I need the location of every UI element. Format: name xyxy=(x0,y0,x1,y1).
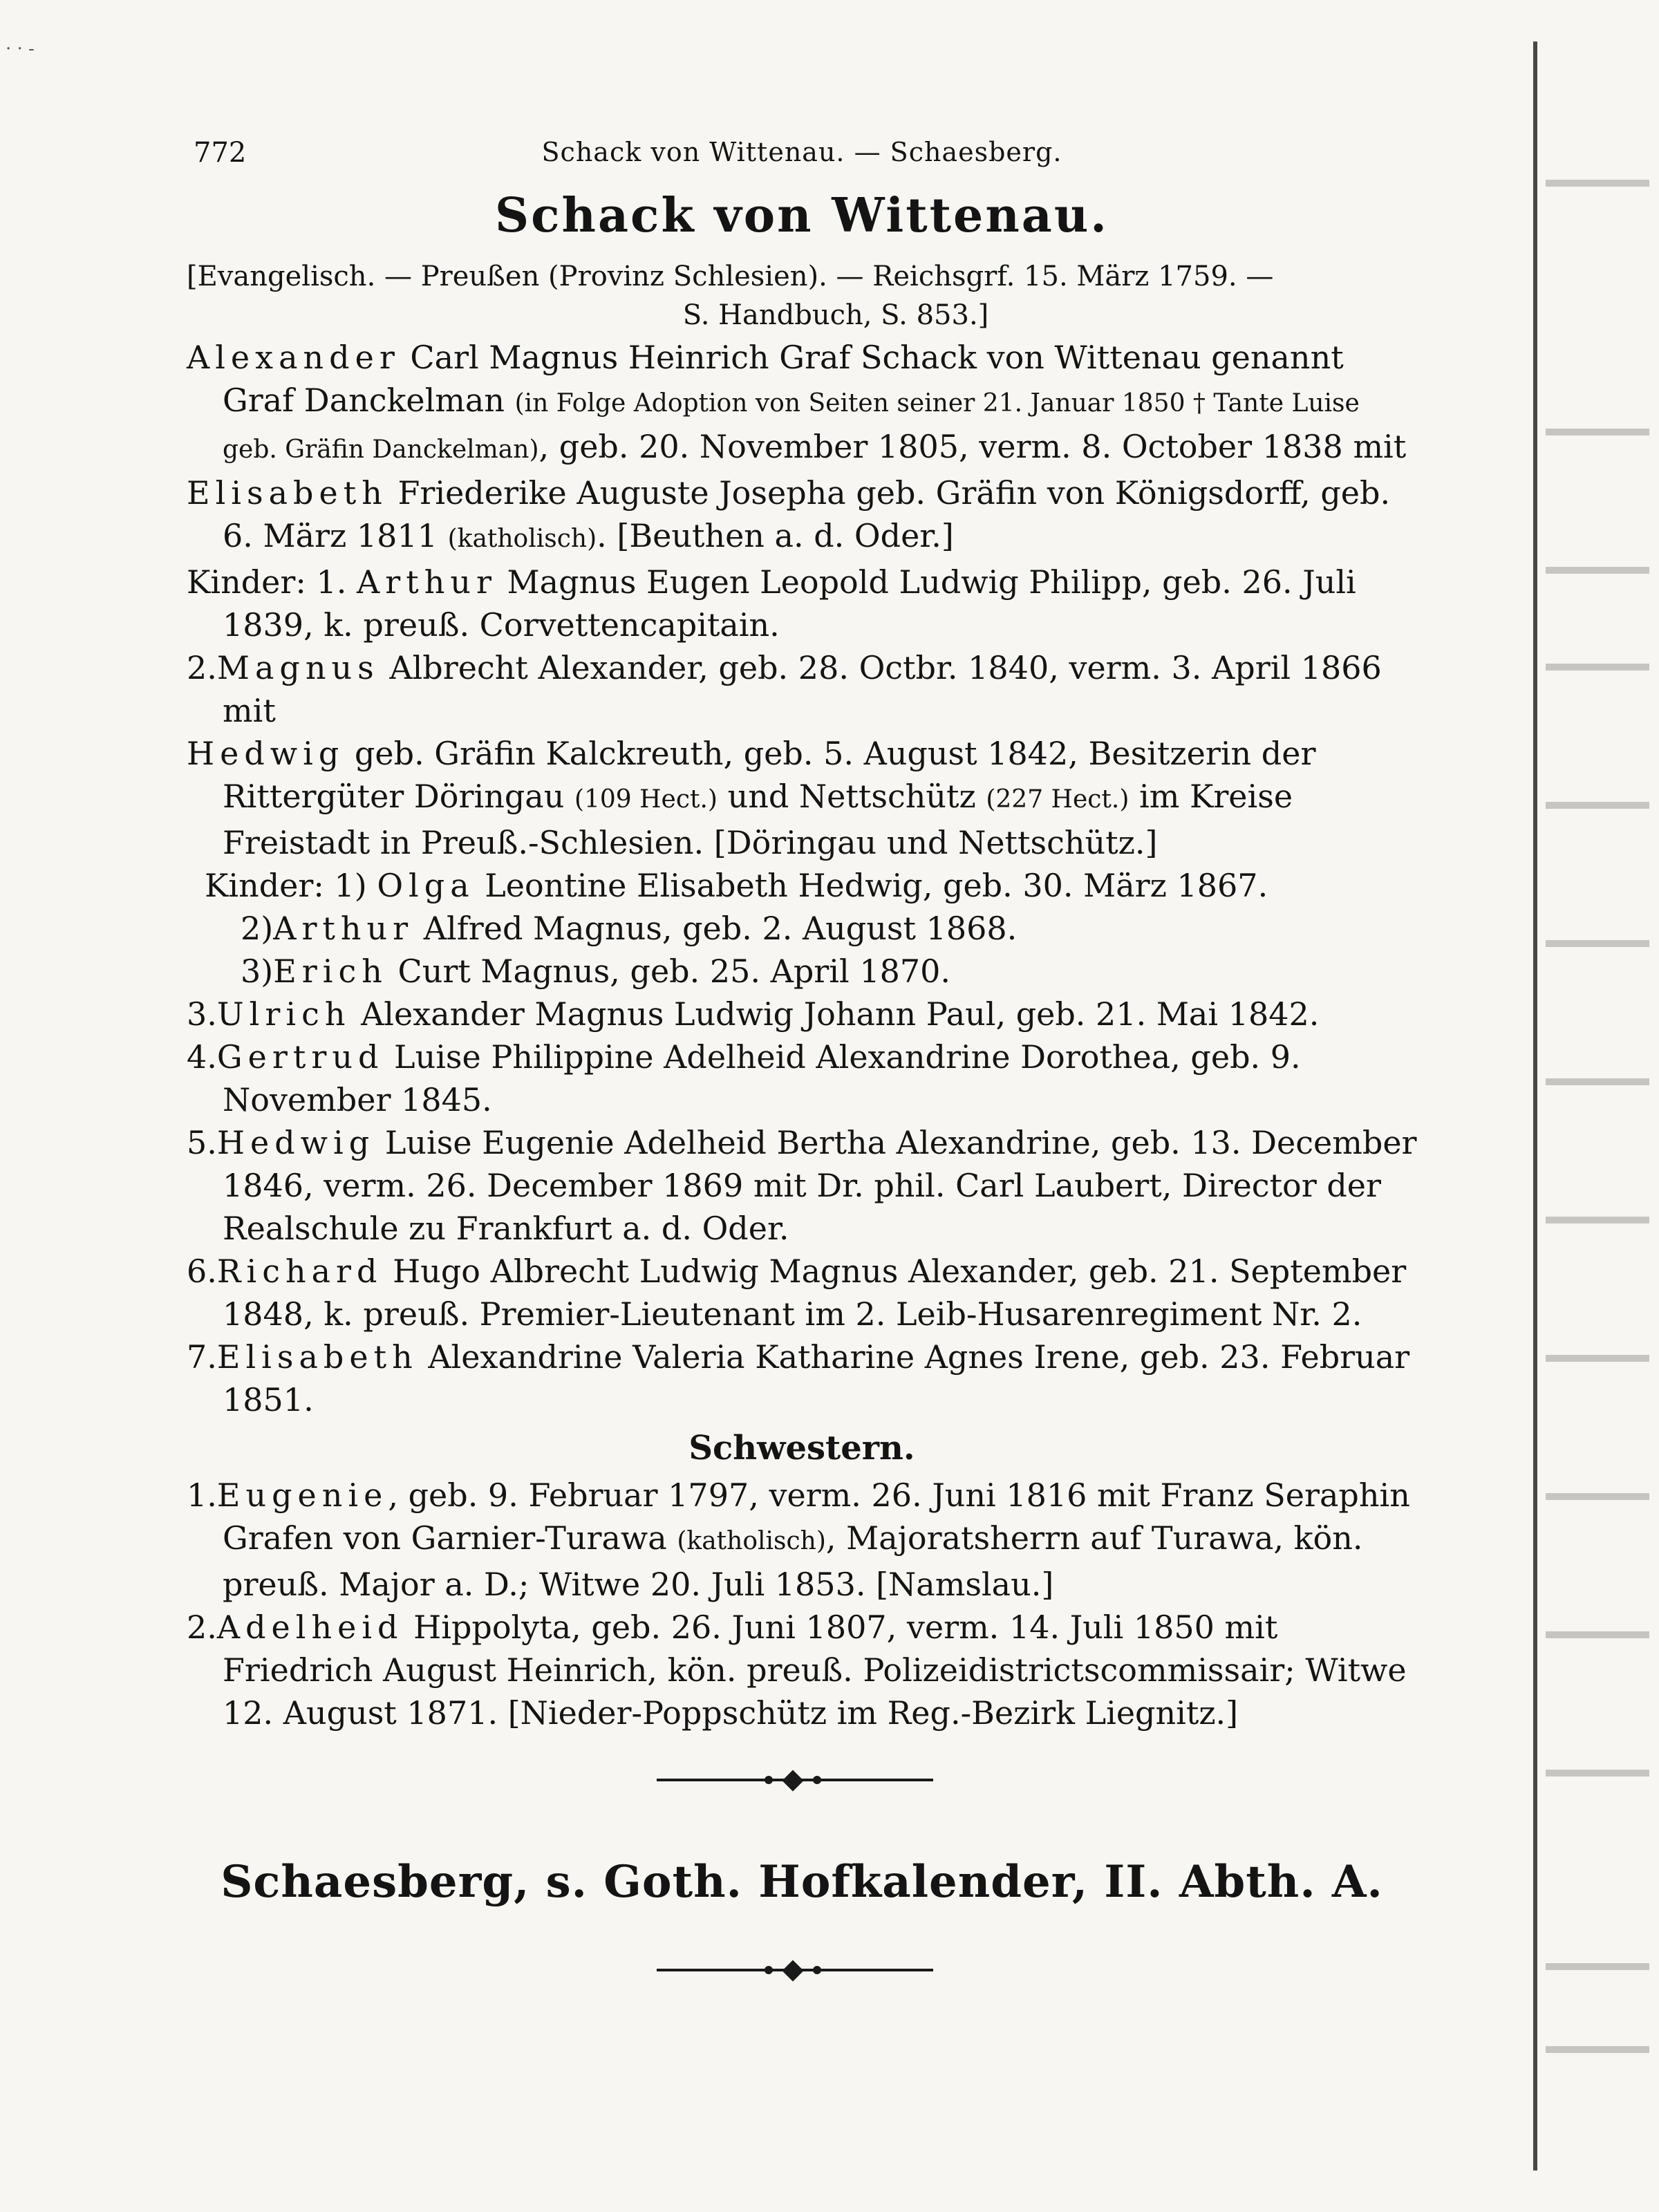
ornament-dot xyxy=(813,1966,821,1974)
ornament-diamond xyxy=(782,1770,803,1791)
child-entry-2 xyxy=(187,646,1417,732)
grandchild-entry-2 xyxy=(187,907,1417,950)
bleed-mark xyxy=(1546,1217,1649,1224)
sister-number: 1. xyxy=(187,1477,217,1514)
scan-speck: · · ‑ xyxy=(6,39,35,59)
spouse-note: (katholisch) xyxy=(447,525,597,553)
grandchild-text: Curt Magnus, geb. 25. April 1870. xyxy=(387,953,951,990)
ornament-diamond xyxy=(782,1960,803,1981)
head-text-2: , geb. 20. November 1805, verm. 8. October 1838 mit xyxy=(538,428,1407,465)
bleed-mark xyxy=(1546,1355,1649,1362)
child-number: 7. xyxy=(187,1338,217,1376)
ornament-dot xyxy=(765,1776,773,1784)
spouse-name: Elisabeth xyxy=(187,474,388,512)
child-number: 6. xyxy=(187,1253,217,1290)
grandchildren-label: Kinder: xyxy=(205,867,324,904)
grandchild-name: Erich xyxy=(273,953,388,990)
child-name: Elisabeth xyxy=(216,1338,418,1376)
child-text: Luise Philippine Adelheid Alexandrine Dorothea, geb. 9. November 1845. xyxy=(223,1038,1301,1118)
grandchild-name: Olga xyxy=(377,867,475,904)
child-spouse-name: Hedwig xyxy=(187,735,345,772)
sister-number: 2. xyxy=(187,1609,217,1646)
child-name: Gertrud xyxy=(216,1038,384,1076)
grandchild-number: 3) xyxy=(241,953,274,990)
bleed-mark xyxy=(1546,1631,1649,1638)
child-spouse-text-2: im Kreise Freistadt in Preuß.-Schlesien. [Döringau und Nettschütz.] xyxy=(223,778,1293,861)
child-entry-3 xyxy=(187,993,1417,1035)
child-entry-6 xyxy=(187,1250,1417,1335)
head-name: Alexander xyxy=(187,339,400,376)
child-number: 1. xyxy=(316,563,347,601)
family-info-line-2: S. Handbuch, S. 853.] xyxy=(682,299,989,331)
grandchild-name: Arthur xyxy=(273,910,414,947)
spouse-text-2: . [Beuthen a. d. Oder.] xyxy=(597,517,954,554)
spouse-entry xyxy=(187,471,1417,561)
bleed-mark xyxy=(1546,1493,1649,1500)
bleed-mark xyxy=(1546,1770,1649,1777)
bleed-mark xyxy=(1546,1963,1649,1970)
ornament-dot xyxy=(765,1966,773,1974)
sister-text: Hippolyta, geb. 26. Juni 1807, verm. 14. Juli 1850 mit Friedrich August Heinrich, kön. preuß. Polizeidistrictscommissair; Witwe 12. August 1871. [Nieder-Poppschütz im Reg.-Bezirk Liegnitz.] xyxy=(223,1609,1407,1732)
sister-name: Eugenie xyxy=(216,1477,388,1514)
child-entry-1 xyxy=(187,561,1417,646)
grandchild-number: 2) xyxy=(241,910,274,947)
child-number: 2. xyxy=(187,649,217,686)
sister-note: (katholisch) xyxy=(677,1527,826,1555)
sister-text: , geb. 9. Februar 1797, verm. 26. Juni 1816 mit Franz Seraphin Grafen von Garnier-Turawa xyxy=(223,1477,1410,1557)
bleed-mark xyxy=(1546,429,1649,435)
bleed-mark xyxy=(1546,664,1649,671)
sister-text-2: , Majoratsherrn auf Turawa, kön. preuß. Major a. D.; Witwe 20. Juli 1853. [Namslau.] xyxy=(223,1519,1363,1603)
child-text: Alexander Magnus Ludwig Johann Paul, geb. 21. Mai 1842. xyxy=(350,995,1320,1033)
genealogy-entries xyxy=(187,336,1417,1734)
child-number: 3. xyxy=(187,995,217,1033)
child-name: Hedwig xyxy=(216,1124,375,1161)
bleed-mark xyxy=(1546,1078,1649,1085)
child-text: Alexandrine Valeria Katharine Agnes Irene, geb. 23. Februar 1851. xyxy=(223,1338,1410,1418)
child-name: Ulrich xyxy=(216,995,351,1033)
child-text: Hugo Albrecht Ludwig Magnus Alexander, geb. 21. September 1848, k. preuß. Premier-Lieutenant im 2. Leib-Husarenregiment Nr. 2. xyxy=(223,1253,1407,1333)
sister-entry-1 xyxy=(187,1474,1417,1606)
child-spouse-entry xyxy=(187,732,1417,864)
child-spouse-note-2: (227 Hect.) xyxy=(986,785,1130,814)
head-of-family-entry xyxy=(187,336,1417,471)
grandchild-entry-3 xyxy=(187,950,1417,993)
child-entry-7 xyxy=(187,1335,1417,1421)
bleed-mark xyxy=(1546,180,1649,187)
child-entry-4 xyxy=(187,1035,1417,1121)
child-spouse-mid: und Nettschütz xyxy=(717,778,986,815)
adjacent-page-bleed xyxy=(1528,41,1659,2184)
family-info-line-1: [Evangelisch. — Preußen (Provinz Schlesien). — Reichsgrf. 15. März 1759. — xyxy=(187,261,1274,292)
family-info xyxy=(187,257,1417,335)
head-text: Carl Magnus Heinrich Graf Schack von Wittenau genannt Graf Danckelman xyxy=(223,339,1344,419)
bleed-mark xyxy=(1546,802,1649,809)
child-name: Magnus xyxy=(216,649,379,686)
child-text: Albrecht Alexander, geb. 28. Octbr. 1840, verm. 3. April 1866 mit xyxy=(223,649,1382,729)
sister-entry-2 xyxy=(187,1606,1417,1734)
running-head xyxy=(187,124,1417,180)
child-text: Magnus Eugen Leopold Ludwig Philipp, geb. 26. Juli 1839, k. preuß. Corvettencapitain. xyxy=(223,563,1356,644)
bleed-mark xyxy=(1546,940,1649,947)
head-note: (in Folge Adoption von Seiten seiner 21. Januar 1850 † Tante Luise geb. Gräfin Danckelman) xyxy=(223,389,1360,464)
ornament-dot xyxy=(813,1776,821,1784)
page-number: 772 xyxy=(194,137,247,169)
sister-name: Adelheid xyxy=(216,1609,404,1646)
running-title: Schack von Wittenau. — Schaesberg. xyxy=(541,137,1062,167)
sisters-heading: Schwestern. xyxy=(688,1429,915,1468)
grandchild-number: 1) xyxy=(334,867,367,904)
child-number: 5. xyxy=(187,1124,217,1161)
child-name: Richard xyxy=(216,1253,383,1290)
child-number: 4. xyxy=(187,1038,217,1076)
bleed-mark xyxy=(1546,567,1649,574)
grandchild-entry-1 xyxy=(187,864,1417,907)
cross-reference: Schaesberg, s. Goth. Hofkalender, II. Abth. A. xyxy=(221,1856,1383,1908)
binding-rule xyxy=(1533,41,1537,2171)
children-label: Kinder: xyxy=(187,563,306,601)
child-spouse-note-1: (109 Hect.) xyxy=(574,785,718,814)
child-entry-5 xyxy=(187,1121,1417,1250)
grandchild-text: Alfred Magnus, geb. 2. August 1868. xyxy=(413,910,1018,947)
bleed-mark xyxy=(1546,2046,1649,2053)
ornament-divider-1 xyxy=(187,1759,1417,1801)
spouse-text: Friederike Auguste Josepha geb. Gräfin von Königsdorff, geb. 6. März 1811 xyxy=(223,474,1391,554)
grandchild-text: Leontine Elisabeth Hedwig, geb. 30. März 1867. xyxy=(474,867,1268,904)
family-title: Schack von Wittenau. xyxy=(495,188,1109,243)
ornament-divider-2 xyxy=(187,1949,1417,1991)
page-body xyxy=(187,124,1417,1991)
child-name: Arthur xyxy=(357,563,497,601)
child-spouse-text: geb. Gräfin Kalckreuth, geb. 5. August 1842, Besitzerin der Rittergüter Döringau xyxy=(223,735,1316,815)
child-text: Luise Eugenie Adelheid Bertha Alexandrine, geb. 13. December 1846, verm. 26. December 1869 mit Dr. phil. Carl Laubert, Director der Realschule zu Frankfurt a. d. Oder. xyxy=(223,1124,1417,1247)
